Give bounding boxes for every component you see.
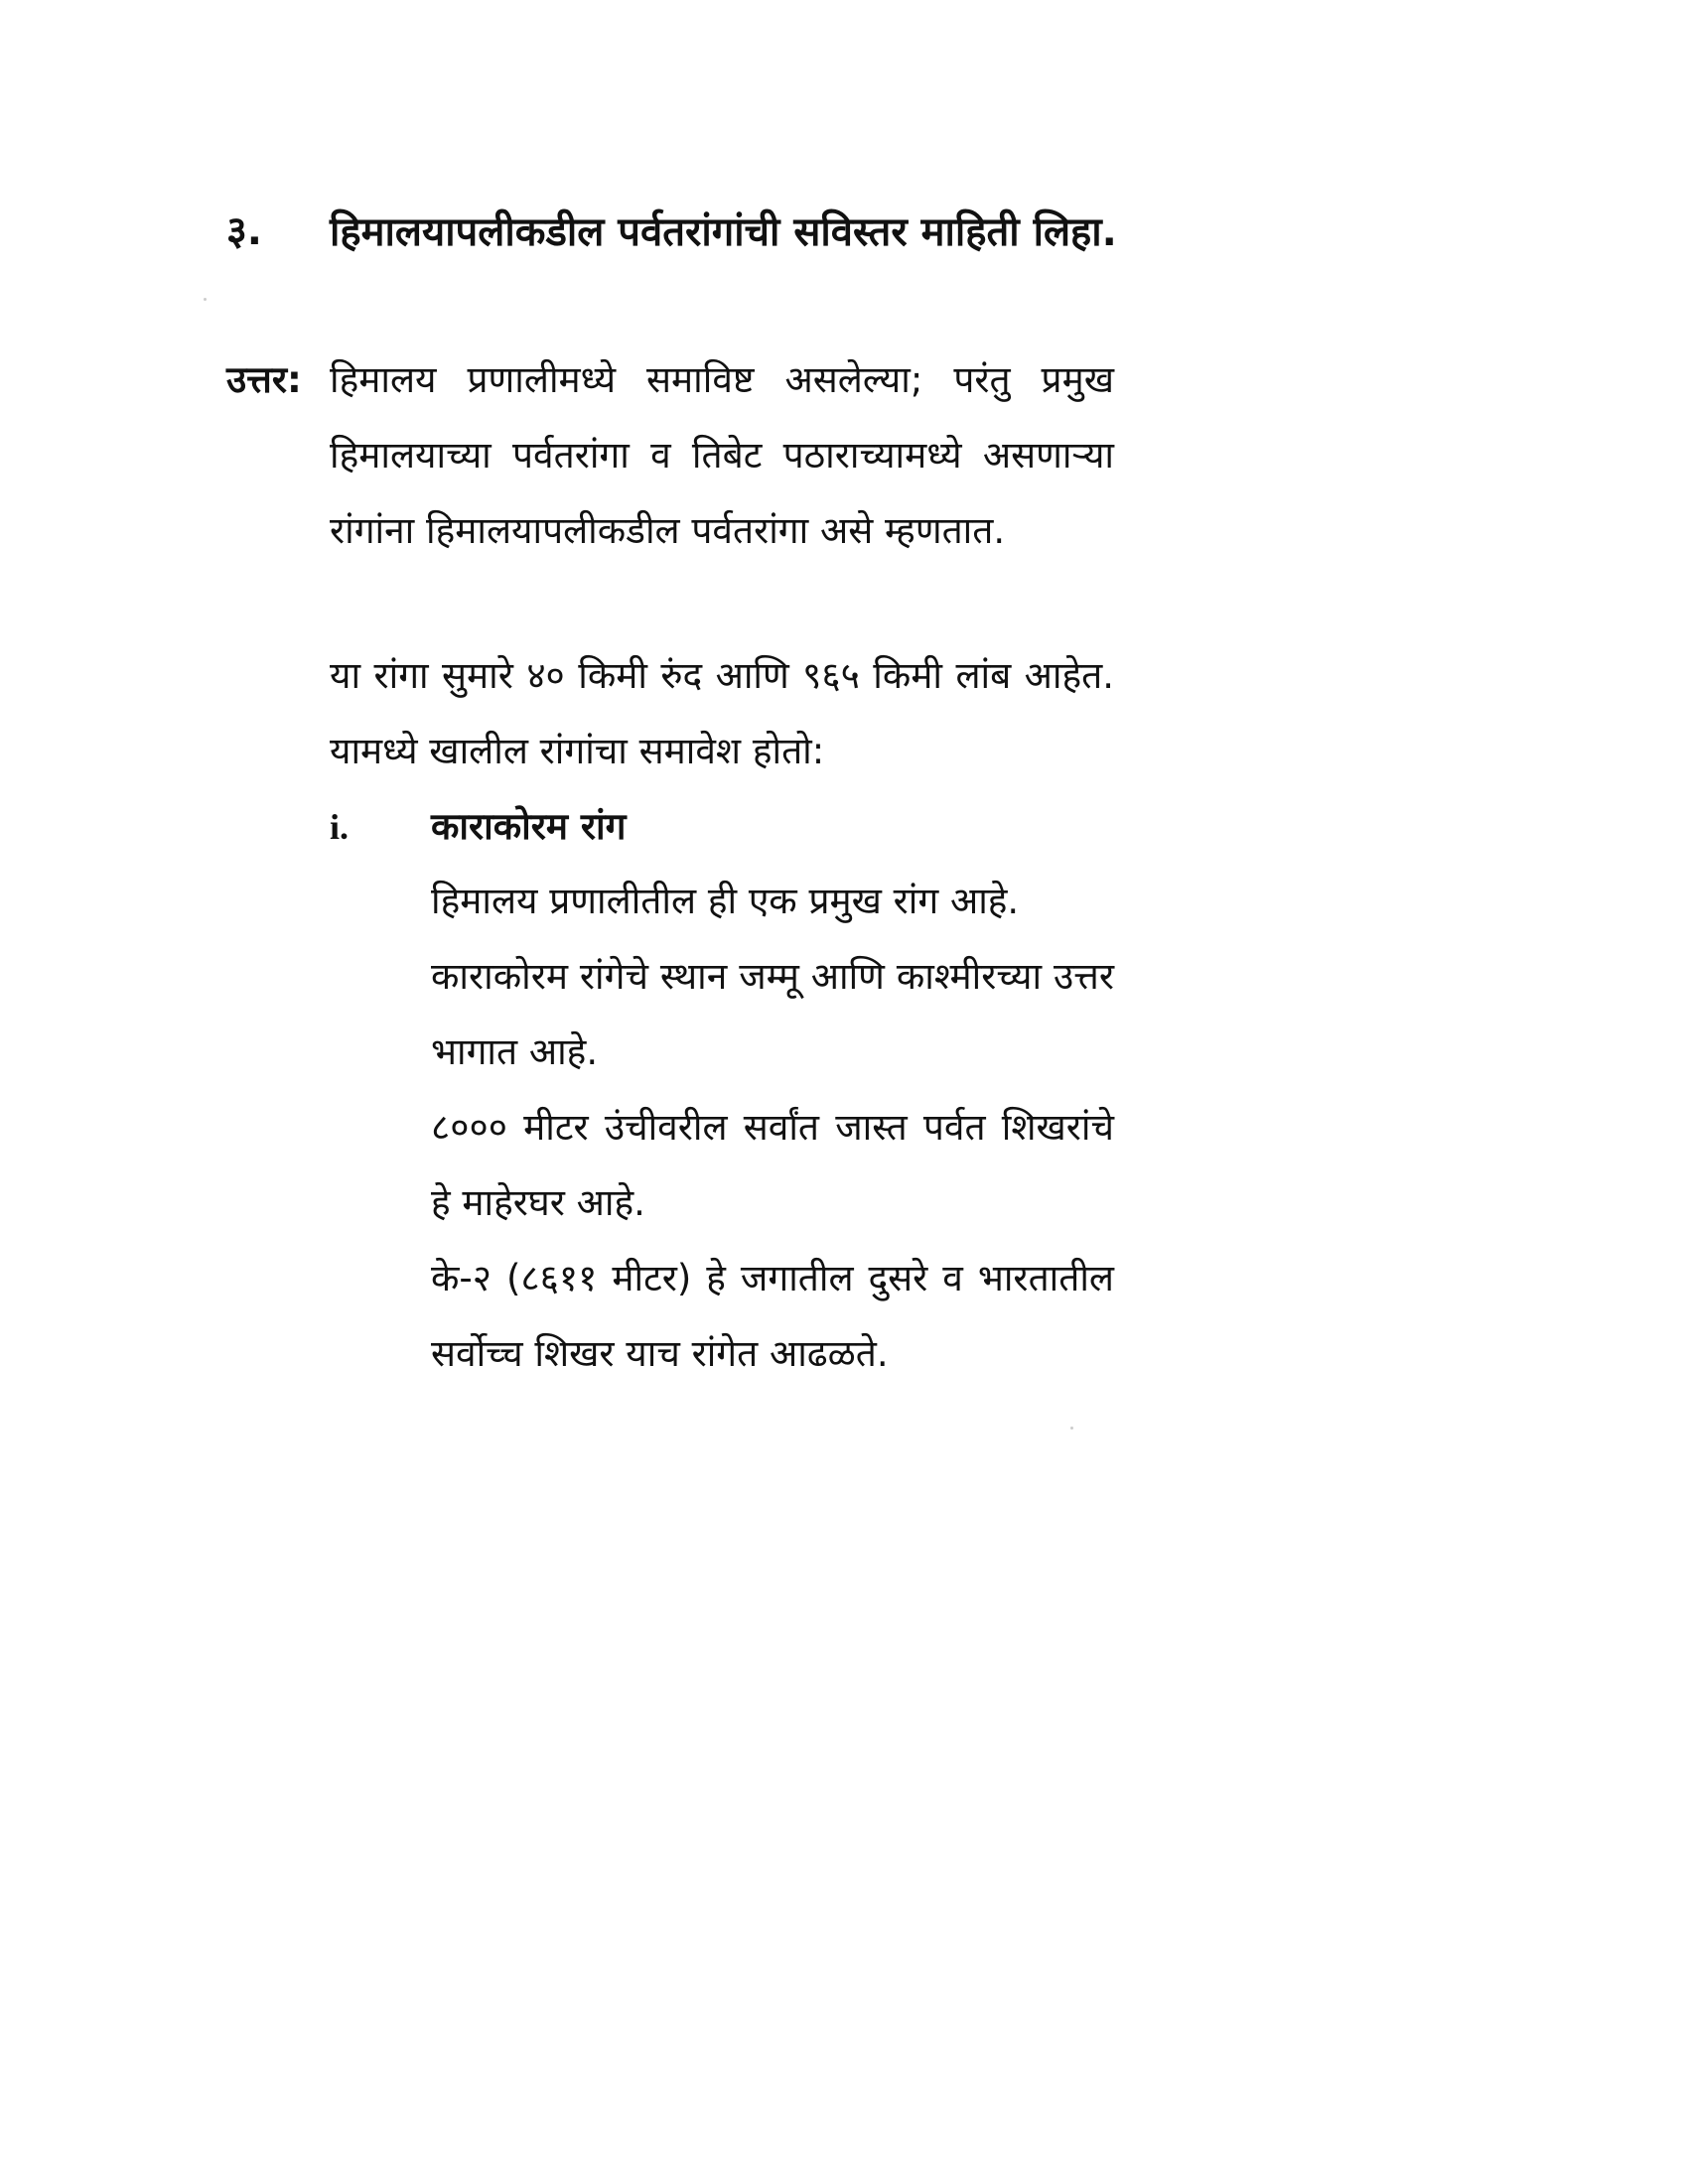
subsection-point-3: ८००० मीटर उंचीवरील सर्वांत जास्त पर्वत शिखरांचे हे माहेरघर आहे.	[431, 1106, 1114, 1224]
scan-speck	[204, 298, 207, 301]
answer-paragraph-1: हिमालय प्रणालीमध्ये समाविष्ट असलेल्या; परंतु प्रमुख हिमालयाच्या पर्वतरांगा व तिबेट पठाराच्यामध्ये असणाऱ्या रांगांना हिमालयापलीकडील पर्वतरांगा असे म्हणतात.	[330, 358, 1114, 552]
subsection-number: i.	[330, 807, 350, 847]
subsection-point-2: काराकोरम रांगेचे स्थान जम्मू आणि काश्मीरच्या उत्तर भागात आहे.	[431, 955, 1114, 1073]
question-text: हिमालयापलीकडील पर्वतरांगांची सविस्तर माहिती लिहा.	[330, 209, 1117, 255]
answer-label: उत्तर:	[226, 358, 302, 401]
answer-paragraph-2: या रांगा सुमारे ४० किमी रुंद आणि ९६५ किमी लांब आहेत. यामध्ये खालील रांगांचा समावेश होतो:	[330, 654, 1114, 772]
subsection-point-1: हिमालय प्रणालीतील ही एक प्रमुख रांग आहे.	[431, 880, 1020, 922]
question-number: ३.	[226, 208, 262, 254]
subsection-title: काराकोरम रांग	[431, 805, 627, 848]
scan-speck	[1070, 1427, 1073, 1430]
subsection-point-4: के-२ (८६११ मीटर) हे जगातील दुसरे व भारतातील सर्वोच्च शिखर याच रांगेत आढळते.	[431, 1257, 1114, 1375]
